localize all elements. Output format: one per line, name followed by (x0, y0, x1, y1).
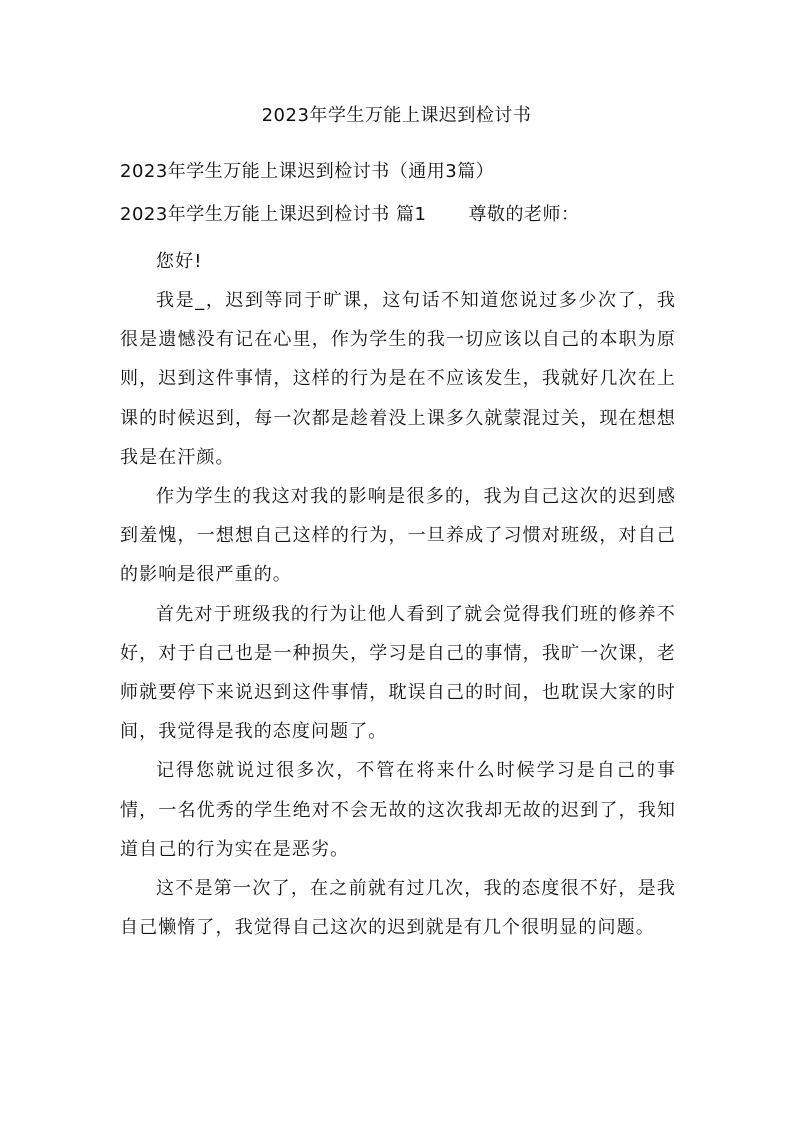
greeting-block (120, 242, 676, 281)
section-heading-line (120, 202, 680, 228)
section-heading: 2023年学生万能上课迟到检讨书 篇1 (120, 204, 427, 225)
paragraph: 首先对于班级我的行为让他人看到了就会觉得我们班的修养不好，对于自己也是一种损失，学习是自己的事情，我旷一次课，老师就要停下来说迟到这件事情，耽误自己的时间，也耽误大家的时间，我觉得是我的态度问题了。 (120, 603, 676, 743)
paragraph: 我是_，迟到等同于旷课，这句话不知道您说过多少次了，我很是遗憾没有记在心里，作为学生的我一切应该以自己的本职为原则，迟到这件事情，这样的行为是在不应该发生，我就好几次在上课的时候迟到，每一次都是趁着没上课多久就蒙混过关，现在想想我是在汗颜。 (120, 290, 676, 468)
greeting: 您好! (156, 251, 203, 272)
paragraph: 这不是第一次了，在之前就有过几次，我的态度很不好，是我自己懒惰了，我觉得自己这次的迟到就是有几个很明显的问题。 (120, 878, 676, 939)
body-paragraphs (120, 281, 676, 947)
document-subtitle: 2023年学生万能上课迟到检讨书（通用3篇） (120, 161, 495, 182)
document-title: 2023年学生万能上课迟到检讨书 (261, 105, 532, 126)
paragraph: 作为学生的我这对我的影响是很多的，我为自己这次的迟到感到羞愧，一想想自己这样的行为，一旦养成了习惯对班级，对自己的影响是很严重的。 (120, 486, 676, 586)
salutation: 尊敬的老师： (468, 204, 580, 225)
paragraph: 记得您就说过很多次，不管在将来什么时候学习是自己的事情，一名优秀的学生绝对不会无故的这次我却无故的迟到了，我知道自己的行为实在是恶劣。 (120, 760, 676, 860)
